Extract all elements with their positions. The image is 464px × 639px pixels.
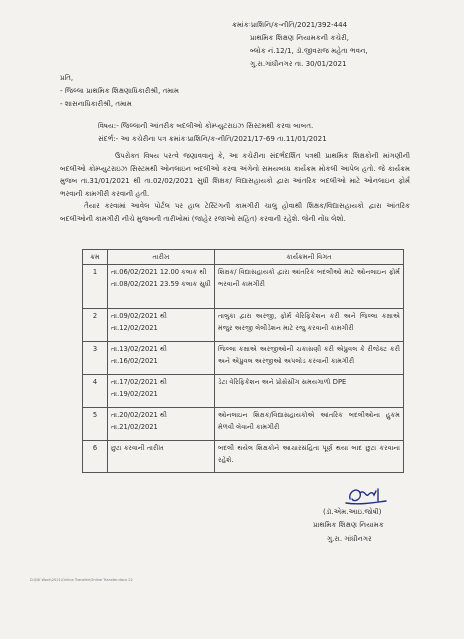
office-name: પ્રાથમિક શિક્ષણ નિયામકની કચેરી, <box>250 33 349 42</box>
row-serial: 3 <box>83 342 108 375</box>
city-date: ગુ.રા.ગાંધીનગર તા. 30/01/2021 <box>250 59 347 68</box>
table-row <box>83 441 404 473</box>
row-detail: બદલી થયેલ શિક્ષકોને આચારસંહિતા પૂર્ણ થયા બાદ છુટા કરવાના રહેશે. <box>215 441 404 473</box>
footer-file-path: D:\DK Work\2021\Online Transfer\Online Transfer.docx 22 <box>30 578 133 582</box>
row-serial: 1 <box>83 265 108 309</box>
row-date: તા.06/02/2021 12.00 કલાક થી તા.08/02/2021 23.59 કલાક સુધી <box>108 265 215 309</box>
header-serial: ક્રમ <box>83 250 108 265</box>
row-detail: ડેટા વેરિફિકેશન અને પ્રોસેસીંગ સમયગાળો DPE <box>215 375 404 408</box>
row-serial: 5 <box>83 408 108 441</box>
subject-line: વિષય:- જિલ્લાની આંતરીક બદલીઓ કોમ્પ્યુટરાઇઝ સિસ્ટમથી કરવા બાબત. <box>98 121 314 130</box>
row-serial: 4 <box>83 375 108 408</box>
office-address: બ્લોક નં.12/1, ડૉ.જીવરાજ મહેતા ભવન, <box>250 46 368 55</box>
signatory-name: (ડૉ.એમ.આઇ.જોષી) <box>323 507 382 516</box>
row-date: તા.13/02/2021 થી તા.16/02/2021 <box>108 342 215 375</box>
header-detail: કાર્યક્રમની વિગત <box>215 250 404 265</box>
header-date: તારીખ <box>108 250 215 265</box>
row-date: તા.17/02/2021 થી તા.19/02/2021 <box>108 375 215 408</box>
recipient-line-1: - જિલ્લા પ્રાથમિક શિક્ષણાધિકારીશ્રી, તમામ <box>60 86 180 95</box>
row-date: તા.09/02/2021 થી તા.12/02/2021 <box>108 309 215 342</box>
signatory-place: ગુ.રા. ગાંધીનગર <box>327 534 372 543</box>
signatory-title: પ્રાથમિક શિક્ષણ નિયામક <box>313 520 384 529</box>
row-date: તા.20/02/2021 થી તા.21/02/2021 <box>108 408 215 441</box>
recipient-line-2: - શાસનાધિકારીશ્રી, તમામ <box>60 99 132 108</box>
reference-number: ક્રમાંકઃપ્રાશિનિ/ક-નીતિ/2021/392-444 <box>232 20 348 29</box>
reference-line: સંદર્ભ:- આ કચેરીના પત્ર ક્રમાંકઃપ્રાશિનિ/ક-નીતિ/2021/17-69 તા.11/01/2021 <box>98 134 327 143</box>
handwritten-signature <box>344 483 388 509</box>
table-row <box>83 408 404 441</box>
table-row <box>83 309 404 342</box>
table-row <box>83 265 404 309</box>
schedule-table <box>82 249 404 473</box>
row-date: છુટા કરવાની તારીખ <box>108 441 215 473</box>
row-detail: જિલ્લા કક્ષાએ અરજીઓની ચકાસણી કરી એપ્રુવલ કે રીજેક્ટ કરી અને એપ્રુવલ અરજીઓ અપલોડ કરવાની કામગીરી <box>215 342 404 375</box>
row-detail: શિક્ષક/ વિદ્યાસહાયકો દ્વારા આંતરિક બદલીઓ માટે ઓનલાઇન ફોર્મ ભરવાની કામગીરી <box>215 265 404 309</box>
row-serial: 6 <box>83 441 108 473</box>
row-detail: તાલુકા દ્વારા અરજી, ફોર્મ વેરિફિકેશન કરી અને જિલ્લા કક્ષાએ મંજુર અરજી લેલીડેશન માટે રજુ કરવાની કામગીરી <box>215 309 404 342</box>
recipient-prati: પ્રતિ, <box>60 73 74 82</box>
table-row <box>83 375 404 408</box>
body-paragraph-2: તૈયાર કરવામાં આવેલ પોર્ટલ પર હાલ ટેસ્ટિંગની કામગીરી ચાલુ હોવાથી શિક્ષક/વિદ્યાસહાયકો દ્વારા આંતરિક બદલીઓની કામગીરી નીચે મુજબની તારીખોમાં (જાહેર રજાઓ સહિત) કરવાની રહેશે. જેની નોંધ લેશો. <box>60 202 410 223</box>
row-detail: ઓનલાઇન શિક્ષક/વિદ્યાસહાયકોએ આંતરિક બદલીઓના હુકમ મેળવી લેવાની કામગીરી <box>215 408 404 441</box>
row-serial: 2 <box>83 309 108 342</box>
body-paragraph-1: ઉપરોક્ત વિષય પરત્વે જણાવવાનું કે, આ કચેરીના સંદર્ભદર્શિત પત્રથી પ્રાથમિક શિક્ષકોની માંગણીની બદલીઓ કોમ્પ્યુટરાઇઝ સિસ્ટમથી ઓનલાઇન બદલીઓ કરવા અંગેનો સમયબધ્ધ કાર્યક્રમ મોકલી આપેલ હતો. જે કાર્યક્રમ મુજબ તા.31/01/2021 થી તા.02/02/2021 સુધી શિક્ષક/ વિદ્યાસહાયકો દ્વારા આંતરિક બદલીઓ માટે ઓનલાઇન ફોર્મ ભરવાની કામગીરી કરવાની હતી. <box>60 152 410 198</box>
table-header-row <box>83 250 404 265</box>
table-row <box>83 342 404 375</box>
